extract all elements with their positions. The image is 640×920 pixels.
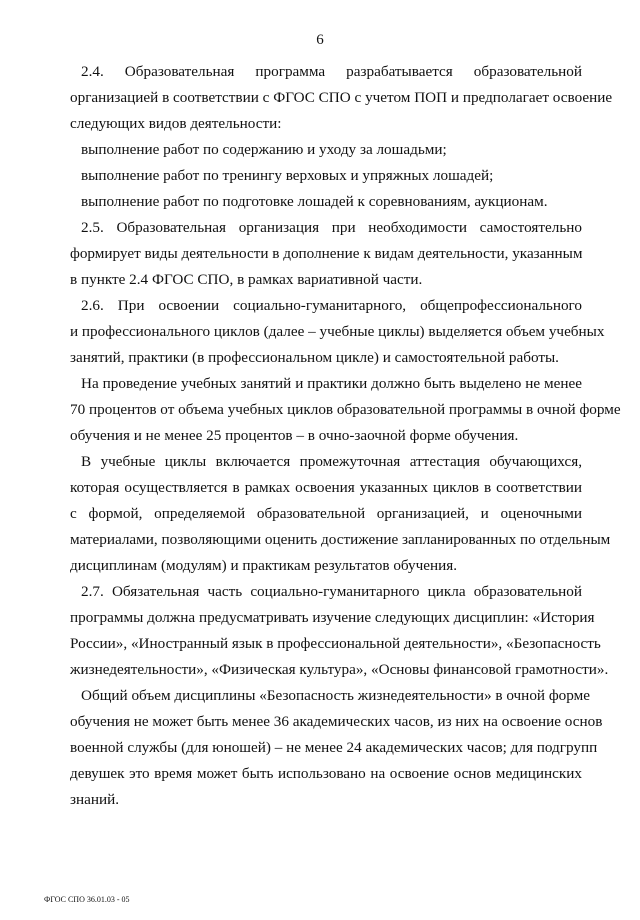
text-line: занятий, практики (в профессиональном цикле) и самостоятельной работы. <box>70 349 559 366</box>
document-footer-code: ФГОС СПО 36.01.03 - 05 <box>44 895 130 904</box>
text-line: девушек это время может быть использовано на освоение основ медицинских <box>70 765 582 782</box>
text-line: организацией в соответствии с ФГОС СПО с учетом ПОП и предполагает освоение <box>70 89 613 106</box>
text-line: 2.4. Образовательная программа разрабатывается образовательной <box>81 63 582 80</box>
text-line: обучения и не менее 25 процентов – в очно-заочной форме обучения. <box>70 427 519 444</box>
text-line: Общий объем дисциплины «Безопасность жизнедеятельности» в очной форме <box>81 687 590 704</box>
text-line: В учебные циклы включается промежуточная аттестация обучающихся, <box>81 453 582 470</box>
text-line: На проведение учебных занятий и практики должно быть выделено не менее <box>81 375 582 392</box>
text-line: дисциплинам (модулям) и практикам результатов обучения. <box>70 557 458 574</box>
text-line: которая осуществляется в рамках освоения указанных циклов в соответствии <box>70 479 582 496</box>
text-line: России», «Иностранный язык в профессиональной деятельности», «Безопасность <box>70 635 601 652</box>
text-line: в пункте 2.4 ФГОС СПО, в рамках вариативной части. <box>70 271 423 288</box>
text-line: формирует виды деятельности в дополнение к видам деятельности, указанным <box>70 245 583 262</box>
text-line: 2.5. Образовательная организация при необходимости самостоятельно <box>81 219 582 236</box>
text-line: выполнение работ по подготовке лошадей к соревнованиям, аукционам. <box>81 193 548 210</box>
page-number: 6 <box>316 32 324 48</box>
text-line: жизнедеятельности», «Физическая культура», «Основы финансовой грамотности». <box>70 661 609 678</box>
text-line: 70 процентов от объема учебных циклов образовательной программы в очной форме <box>70 401 621 418</box>
text-line: следующих видов деятельности: <box>70 115 282 132</box>
text-line: 2.7. Обязательная часть социально-гуманитарного цикла образовательной <box>81 583 582 600</box>
text-line: 2.6. При освоении социально-гуманитарного, общепрофессионального <box>81 297 582 314</box>
text-line: выполнение работ по тренингу верховых и упряжных лошадей; <box>81 167 494 184</box>
text-line: выполнение работ по содержанию и уходу за лошадьми; <box>81 141 447 158</box>
text-line: знаний. <box>70 791 120 808</box>
text-line: военной службы (для юношей) – не менее 24 академических часов; для подгрупп <box>70 739 598 756</box>
text-line: обучения не может быть менее 36 академических часов, из них на освоение основ <box>70 713 603 730</box>
text-line: программы должна предусматривать изучение следующих дисциплин: «История <box>70 609 595 626</box>
text-line: с формой, определяемой образовательной организацией, и оценочными <box>70 505 582 522</box>
text-line: материалами, позволяющими оценить достижение запланированных по отдельным <box>70 531 611 548</box>
text-line: и профессионального циклов (далее – учебные циклы) выделяется объем учебных <box>70 323 605 340</box>
